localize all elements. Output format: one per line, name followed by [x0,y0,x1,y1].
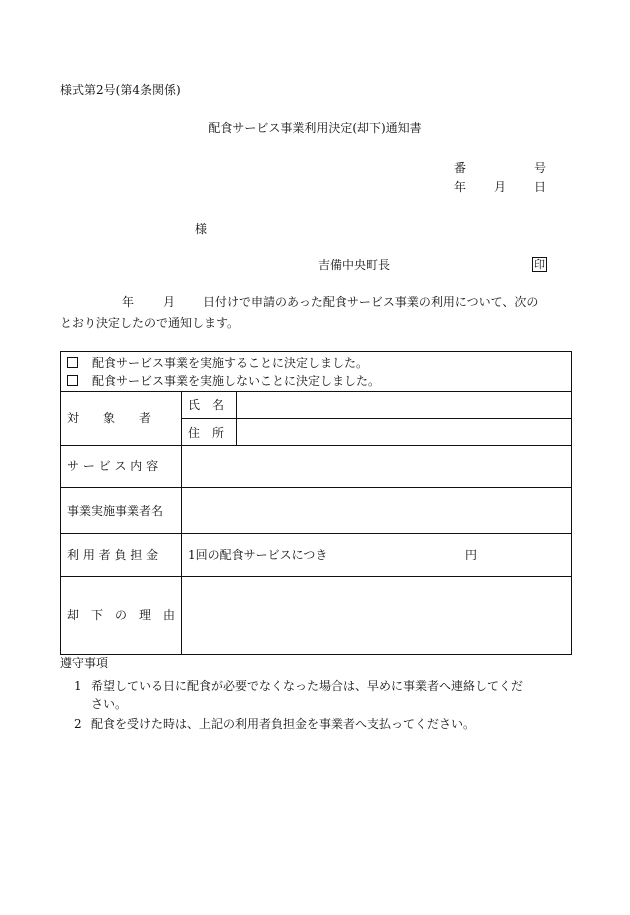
service-label: サ ー ビ ス 内 容 [67,459,159,473]
go-label: 号 [533,161,546,175]
reference-number [454,162,546,174]
option-not-implement-text: 配食サービス事業を実施しないことに決定しました。 [92,374,381,388]
note-item-1 [74,680,523,692]
note-item-1-continuation: さい。 [91,697,128,711]
rule-subfield-column [236,391,237,445]
target-label: 対 象 者 [67,411,152,425]
name-label: 氏 名 [188,398,225,412]
rule-after-service [61,487,571,488]
issuer-name: 吉備中央町長 [318,258,391,272]
recipient-suffix: 様 [195,222,208,236]
provider-label: 事業実施事業者名 [67,504,164,518]
burden-unit: 円 [465,548,478,562]
burden-label: 利 用 者 負 担 金 [67,548,159,562]
rule-after-burden [61,576,571,577]
burden-text: 1回の配食サービスにつき [188,548,328,562]
note-1-number: 1 [74,679,82,693]
option-implement-text: 配食サービス事業を実施することに決定しました。 [92,356,369,370]
not-implement-checkbox[interactable] [67,375,78,386]
document-title: 配食サービス事業利用決定(却下)通知書 [208,121,422,135]
option-not-implement[interactable] [67,375,380,387]
notes-heading: 遵守事項 [60,656,109,670]
rule-after-target [61,445,571,446]
address-label: 住 所 [188,426,225,440]
note-2-text: 配食を受けた時は、上記の利用者負担金を事業者へ支払ってください。 [91,717,476,731]
rejection-label: 却 下 の 理 由 [67,608,176,622]
note-1-text: 希望している日に配食が必要でなくなった場合は、早めに事業者へ連絡してくだ [91,679,524,693]
date-day: 日 [533,180,546,194]
option-implement[interactable] [67,357,368,369]
body-text-1: 日付けで申請のあった配食サービス事業の利用について、次の [203,295,539,309]
issue-date [454,181,546,193]
body-year: 年 [122,295,135,309]
rule-after-options [61,391,571,392]
bango-label: 番 [454,161,467,175]
date-month: 月 [493,180,506,194]
body-month: 月 [163,295,176,309]
note-2-number: 2 [74,717,82,731]
decision-table [60,351,572,655]
implement-checkbox[interactable] [67,357,78,368]
form-number-label: 様式第2号(第4条関係) [60,83,181,97]
note-item-2 [74,718,475,730]
rule-label-column [181,391,182,654]
seal-mark: 印 [534,258,545,271]
body-line-2: とおり決定したので通知します。 [60,316,240,330]
rule-name-address [181,418,571,419]
rule-after-provider [61,533,571,534]
date-year: 年 [454,180,467,194]
